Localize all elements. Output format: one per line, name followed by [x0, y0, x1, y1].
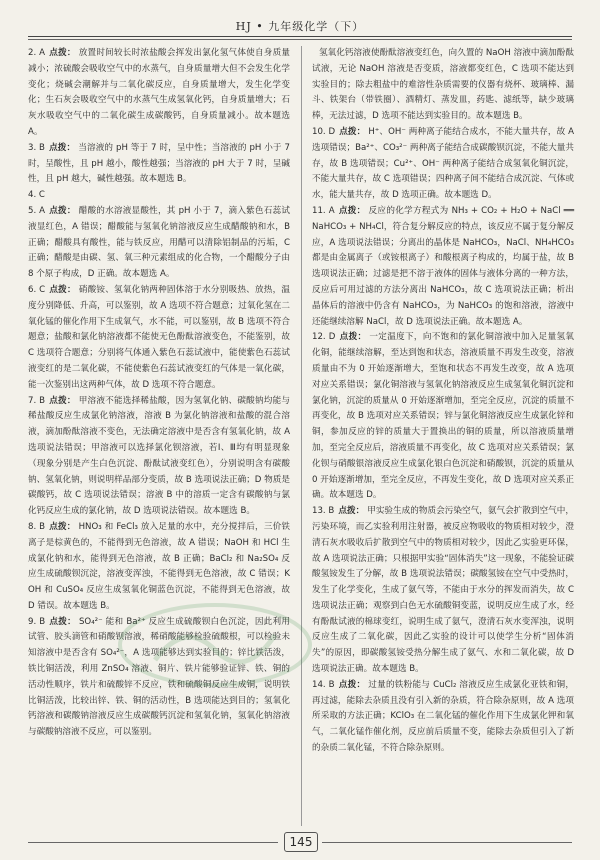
answer-text: 醋酸的水溶液显酸性，其 pH 小于 7，滴入紫色石蕊试液显红色，A 错误；醋酸能与氢氧化钠溶液反应生成醋酸钠和水，B 正确；醋酸具有酸性，能与铁反应，用醋可以清除铝制品的污垢，C 正确；醋酸是由碳、氢、氧三种元素组成的化合物，一个醋酸分子由 8 个原子构成，D 正确。故本题选 A。	[28, 205, 290, 280]
hint-label: 点拨：	[49, 616, 76, 627]
header-title: HJ • 九年级化学（下）	[235, 20, 365, 33]
answer-number: 11. A	[312, 205, 335, 216]
answer-item	[28, 204, 290, 283]
hint-label: 点拨：	[49, 284, 76, 295]
answer-number: 6. C	[28, 284, 46, 295]
footer-rule-left	[28, 842, 278, 843]
hint-label: 点拨：	[339, 126, 366, 137]
answer-number: 4. C	[28, 190, 45, 201]
answer-number: 13. B	[312, 506, 335, 517]
answer-text: 甲溶液不能选择稀盐酸，因为氢氧化钠、碳酸钠均能与稀盐酸反应生成氯化钠溶液，溶液 B 为氯化钠溶液和盐酸的混合溶液，滴加酚酞溶液不变色，无法确定溶液中是否含有氢氧化钠，故 A 选项说法错误；甲溶液可以选择氯化钡溶液，若Ⅰ、Ⅲ均有明显现象（现象分别是产生白色沉淀、酚酞试液变红色），分别说明含有碳酸钠、氢氧化钠，则说明样品部分变质，故 B 选项说法正确；D 物质是碳酸钙，故 C 选项说法错误；溶液 B 中的溶质一定含有碳酸钠与氯化钙反应生成的氯化钠，故 D 选项说法错误。故本题选 B。	[28, 395, 290, 517]
footer-rule-right	[322, 842, 572, 843]
answer-text: 氢氧化钙溶液使酚酞溶液变红色，向久置的 NaOH 溶液中滴加酚酞试液，无论 NaOH 溶液是否变质，溶液都变红色，C 选项不能达到实验目的；除去粗盐中的难溶性杂质需要的仪器有烧杯、玻璃棒、漏斗、铁架台（带铁圈）、酒精灯、蒸发皿，药匙、滤纸等，缺少玻璃棒，无法过滤，D 选项不能达到实验目的。故本题选 B。	[312, 48, 574, 122]
answer-item	[312, 504, 574, 678]
answer-text: SO₄²⁻ 能和 Ba²⁺ 反应生成硫酸钡白色沉淀，因此利用试管、胶头滴管和硝酸钡溶液，稀硝酸能够检验硫酸根，可以检验未知溶液中是否含有 SO₄²⁻，A 选项能够达到实验目的；锌比铁活泼，铁比铜活泼，利用 ZnSO₄ 溶液、铜片、铁片能够验证锌、铁、铜的活动性顺序，铁片和硫酸锌不反应，铁和硫酸铜反应生成铜，说明铁比铜活泼，比较出锌、铁、铜的活动性，B 选项能达到目的；氢氧化钙溶液和碳酸钠溶液反应生成碳酸钙沉淀和氢氧化钠，氢氧化钠溶液与碳酸钠溶液不反应，可以鉴别。	[28, 616, 291, 738]
answer-item	[28, 141, 290, 188]
answer-text: 一定温度下，向不饱和的氯化铜溶液中加入足量氢氧化铜，能继续溶解，至达到饱和状态，溶液质量不再发生改变，溶液质量由不为 0 开始逐渐增大，至饱和状态不再发生改变，故 A 选项对应关系错误；氯化铜溶液与氢氧化钠溶液反应生成氢氧化铜沉淀和氯化钠，沉淀的质量从 0 开始逐渐增加，至完全反应，沉淀的质量不再变化，故 B 选项对应关系错误；锌与氯化铜溶液反应生成氯化锌和铜，参加反应的锌的质量大于置换出的铜的质量，所以溶液质量增加，至完全反应后，溶液质量不再变化，故 C 选项对应关系错误；氯化钡与硝酸银溶液反应生成氯化银白色沉淀和硝酸钡，沉淀的质量从 0 开始逐渐增加，至完全反应，不再发生变化，故 D 选项对应关系正确。故本题选 D。	[312, 332, 574, 501]
hint-label: 点拨：	[339, 332, 367, 343]
answer-item	[28, 283, 290, 394]
header-rule-thin	[28, 39, 572, 40]
answer-text: H⁺、OH⁻ 两种离子能结合成水，不能大量共存，故 A 选项错误；Ba²⁺、CO₃²⁻ 两种离子能结合成碳酸钡沉淀，不能大量共存，故 B 选项错误；Cu²⁺、OH⁻ 两种离子能结合成氢氧化铜沉淀，不能大量共存，故 C 选项错误；四种离子间不能结合成沉淀、气体或水，能大量共存，故 D 选项正确。故本题选 D。	[312, 126, 574, 201]
answer-number: 3. B	[28, 142, 45, 153]
answer-number: 2. A	[28, 48, 46, 58]
answer-number: 14. B	[312, 679, 335, 690]
hint-label: 点拨：	[48, 142, 76, 153]
answer-text: 甲实验生成的物质会污染空气，氨气会扩散到空气中，污染环境，而乙实验利用注射器，被反应物吸收的物质相对较少，澄清石灰水吸收后扩散到空气中的物质相对较少，因此乙实验更环保，故 A 选项说法正确；只根据甲实验“固体消失”这一现象，不能验证碳酸氢铵发生了分解，故 B 选项说法错误；碳酸氢铵在空气中受热时，发生了化学变化，生成了氨气等，不能由于水分的挥发而消失，故 C 选项说法正确；观察到白色无水硫酸铜变蓝，说明反应生成了水，经有酚酞试液的棉球变红，说明生成了氨气，澄清石灰水变浑浊，说明反应生成了二氧化碳，因此乙实验的设计可以使学生分析“固体消失”的原因，即碳酸氢铵受热分解生成了氨气、水和二氧化碳，故 D 选项说法正确。故本题选 B。	[312, 506, 574, 675]
answer-number: 5. A	[28, 205, 46, 216]
page-number: 145	[284, 832, 318, 852]
hint-label: 点拨：	[338, 679, 366, 690]
answer-item	[28, 394, 290, 520]
hint-label: 点拨：	[49, 395, 76, 406]
answer-number: 12. D	[312, 332, 336, 343]
answer-number: 7. B	[28, 395, 46, 406]
hint-label: 点拨：	[49, 205, 76, 216]
answer-item	[312, 125, 574, 204]
answer-item	[28, 46, 290, 141]
answer-text: 硝酸铵、氢氧化钠两种固体溶于水分别吸热、放热，温度分别降低、升高，可以鉴别，故 A 选项不符合题意；过氧化氢在二氧化锰的催化作用下生成氧气，水不能，可以鉴别，故 B 选项不符合题意；盐酸和氯化钠溶液都不能使无色酚酞溶液变色，不能鉴别，故 C 选项符合题意；分别将气体通入紫色石蕊试液中，能使紫色石蕊试液变红的是二氧化碳，不能使紫色石蕊试液变红的气体是一氧化碳，能一次鉴别出这两种气体，故 D 选项不符合题意。	[28, 284, 290, 390]
hint-label: 点拨：	[49, 48, 76, 58]
watermark-stamp-icon	[115, 600, 315, 690]
answer-item	[312, 46, 574, 125]
answer-number: 9. B	[28, 616, 46, 627]
answer-text: 反应的化学方程式为 NH₃ + CO₂ + H₂O + NaCl ══ NaHCO₃ + NH₄Cl，符合复分解反应的特点，该反应不属于复分解反应，A 选项说法错误；分离出的晶体是 NaHCO₃，NaCl、NH₄HCO₃ 都是由金属离子（或铵根离子）和酸根离子构成的，均属于盐，故 B 选项说法正确；过滤是把不溶于液体的固体与液体分离的一种方法，反应后可用过滤的方法分离出 NaHCO₃，故 C 选项说法正确；析出晶体后的溶液中仍含有 NaHCO₃，为 NaHCO₃ 的饱和溶液，溶液中还能继续溶解 NaCl，故 D 选项说法正确。故本题选 A。	[312, 205, 574, 327]
right-column	[312, 46, 574, 757]
answer-item	[312, 678, 574, 757]
answer-item	[312, 204, 574, 330]
hint-label: 点拨：	[338, 205, 366, 216]
answer-number: 10. D	[312, 126, 336, 137]
answer-text: 放置时间较长时浓盐酸会挥发出氯化氢气体使自身质量减小；浓硫酸会吸收空气中的水蒸气，自身质量增大但不会发生化学变化；烧碱会潮解并与二氧化碳反应，自身质量增大，发生化学变化；生石灰会吸收空气中的水蒸气生成氢氧化钙，自身质量增大；石灰水吸收空气中的二氧化碳生成碳酸钙，自身质量减小。故本题选 A。	[28, 48, 290, 137]
answer-text: 当溶液的 pH 等于 7 时，呈中性；当溶液的 pH 小于 7 时，呈酸性，且 pH 越小，酸性越强；当溶液的 pH 大于 7 时，呈碱性，且 pH 越大，碱性越强。故本题选 B。	[28, 142, 290, 185]
answer-number: 8. B	[28, 521, 46, 532]
column-divider	[301, 46, 302, 826]
answer-item	[312, 330, 574, 504]
hint-label: 点拨：	[49, 521, 76, 532]
answer-text: 过量的铁粉能与 CuCl₂ 溶液反应生成氯化亚铁和铜，再过滤，能除去杂质且没有引入新的杂质，符合除杂原则，故 A 选项所采取的方法正确；KClO₃ 在二氧化锰的催化作用下生成氯化钾和氧气，二氧化锰作催化剂，反应前后质量不变，能除去杂质但引入了新的杂质二氧化锰，不符合除杂原则。	[312, 679, 574, 754]
answer-text: HNO₃ 和 FeCl₃ 放入足量的水中，充分搅拌后，三价铁离子是棕黄色的，不能得到无色溶液，故 A 错误；NaOH 和 HCl 生成氯化钠和水，能得到无色溶液，故 B 正确；BaCl₂ 和 Na₂SO₄ 反应生成硫酸钡沉淀，溶液变浑浊，不能得到无色溶液，故 C 错误；KOH 和 CuSO₄ 反应生成氢氧化铜蓝色沉淀，不能得到无色溶液，故 D 错误。故本题选 B。	[28, 521, 291, 611]
header-rule	[28, 36, 572, 37]
hint-label: 点拨：	[338, 506, 365, 517]
page-header	[0, 0, 600, 44]
answer-item	[28, 188, 290, 204]
